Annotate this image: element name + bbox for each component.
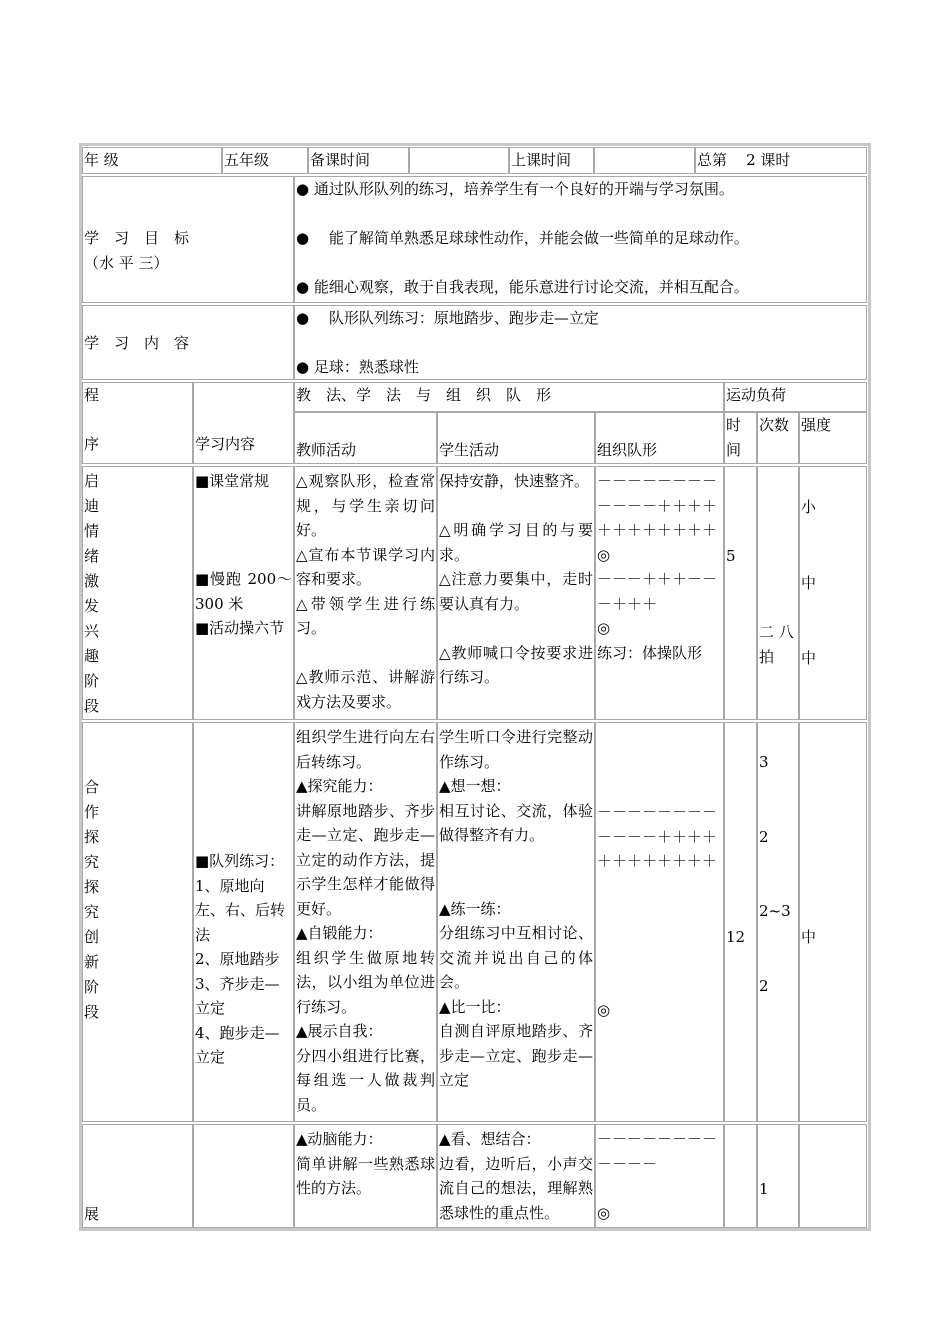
total-value: 2 课时 <box>746 151 791 169</box>
prep-time-value <box>409 147 509 174</box>
count-header: 次数 <box>757 412 799 464</box>
procedure-top: 程 <box>84 386 100 404</box>
content-label: 学 习 内 容 <box>84 333 190 352</box>
stage-1-time: 5 <box>724 466 757 720</box>
total-lessons <box>695 147 867 174</box>
methods-group-header: 教 法、学 法 与 组 织 队 形 <box>294 382 724 412</box>
stage-2-time: 12 <box>724 722 757 1122</box>
stage-2-formation: －－－－－－－－－－－－＋＋＋＋＋＋＋＋＋＋＋＋ ◎ <box>595 722 724 1122</box>
time-header: 时间 <box>724 412 757 464</box>
stage-2-student: 学生听口令进行完整动作练习。 ▲想一想： 相互讨论、交流，体验做得整齐有力。 ▲练一练： 分组练习中互相讨论、交流并说出自己的体会。 ▲比一比： 自测自评原地踏步、齐步走—立定、跑步走—立定 <box>437 722 595 1122</box>
class-time-label: 上课时间 <box>509 147 594 174</box>
grade-label: 年 级 <box>82 147 222 174</box>
student-header: 学生活动 <box>437 412 595 464</box>
procedure-header <box>82 382 193 464</box>
stage-3-teacher: ▲动脑能力： 简单讲解一些熟悉球性的方法。 <box>294 1124 437 1228</box>
prep-time-label: 备课时间 <box>308 147 409 174</box>
stage-3-content <box>193 1124 294 1228</box>
stage-2-content: ■队列练习： 1、原地向左、右、后转法 2、原地踏步 3、齐步走—立定 4、跑步走—立定 <box>193 722 294 1122</box>
stage-1-count: 二 八拍 <box>757 466 799 720</box>
content-item: ● 足球：熟悉球性 <box>296 358 419 376</box>
stage-3-intensity <box>799 1124 867 1228</box>
stage-1-content: ■课堂常规 ■慢跑 200～300 米 ■活动操六节 <box>193 466 294 720</box>
objective-item: ● 能细心观察，敢于自我表现，能乐意进行讨论交流，并相互配合。 <box>296 278 749 296</box>
objectives-cell <box>294 176 867 303</box>
objective-item: ● 通过队形队列的练习，培养学生有一个良好的开端与学习氛围。 <box>296 180 734 198</box>
stage-1-label: 启 迪 情 绪 激 发 兴 趣 阶 段 <box>82 466 193 720</box>
content-cell <box>294 305 867 380</box>
teacher-header: 教师活动 <box>294 412 437 464</box>
stage-2-counts: 3 2 2~3 2 <box>757 722 799 1122</box>
objectives-label-cell <box>82 176 294 303</box>
total-label: 总第 <box>697 151 728 169</box>
objectives-sublabel: （水 平 三） <box>84 253 169 272</box>
stage-1-teacher: △观察队形，检查常规，与学生亲切问好。 △宣布本节课学习内容和要求。 △带领学生进行练习。 △教师示范、讲解游戏方法及要求。 <box>294 466 437 720</box>
stage-1-student: 保持安静，快速整齐。 △明确学习目的与要求。 △注意力要集中，走时要认真有力。 △教师喊口令按要求进行练习。 <box>437 466 595 720</box>
stage-1-intensity: 小 中 中 <box>799 466 867 720</box>
content-item: ● 队形队列练习：原地踏步、跑步走—立定 <box>296 309 599 327</box>
stage-3-student: ▲看、想结合： 边看，边听后，小声交流自己的想法，理解熟悉球性的重点性。 <box>437 1124 595 1228</box>
stage-1-formation: －－－－－－－－－－－－＋＋＋＋＋＋＋＋＋＋＋＋ ◎ －－－＋＋＋－－－＋＋＋ ◎ 练习：体操队形 <box>595 466 724 720</box>
objective-item: ● 能了解简单熟悉足球球性动作，并能会做一些简单的足球动作。 <box>296 229 749 247</box>
class-time-value <box>594 147 695 174</box>
formation-header: 组织队形 <box>595 412 724 464</box>
stage-2-label: 合 作 探 究 探 究 创 新 阶 段 <box>82 722 193 1122</box>
stage-3-formation: －－－－－－－－－－－－ ◎ <box>595 1124 724 1228</box>
stage-3-label: 展 <box>82 1124 193 1228</box>
stage-3-time <box>724 1124 757 1228</box>
stage-2-intensity: 中 <box>799 722 867 1122</box>
learning-content-header: 学习内容 <box>193 382 294 464</box>
grade-value: 五年级 <box>222 147 308 174</box>
intensity-header: 强度 <box>799 412 867 464</box>
load-group-header: 运动负荷 <box>724 382 867 412</box>
content-label-cell <box>82 305 294 380</box>
stage-3-count: 1 <box>757 1124 799 1228</box>
objectives-label: 学 习 目 标 <box>84 229 190 247</box>
procedure-bottom: 序 <box>84 435 100 453</box>
stage-2-teacher: 组织学生进行向左右后转练习。 ▲探究能力： 讲解原地踏步、齐步走—立定、跑步走—立定的动作方法，提示学生怎样才能做得更好。 ▲自锻能力： 组织学生做原地转法，以小组为单位进行练习。 ▲展示自我： 分四小组进行比赛，每组选一人做裁判员。 <box>294 722 437 1122</box>
